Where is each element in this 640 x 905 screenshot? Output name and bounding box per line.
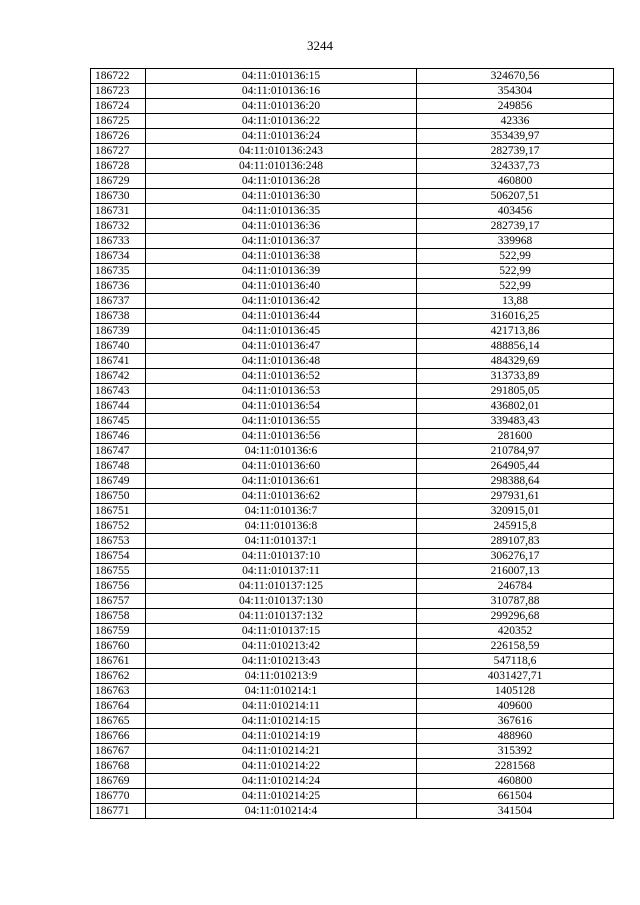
row-id-cell: 186754 (91, 549, 146, 564)
table-row (91, 504, 614, 519)
row-id-cell: 186743 (91, 384, 146, 399)
table-row (91, 84, 614, 99)
row-id-cell: 186726 (91, 129, 146, 144)
row-id-cell: 186737 (91, 294, 146, 309)
table-row (91, 429, 614, 444)
cadastral-number-cell: 04:11:010213:9 (146, 669, 417, 684)
cadastral-number-cell: 04:11:010137:132 (146, 609, 417, 624)
value-cell: 339968 (417, 234, 614, 249)
cadastral-number-cell: 04:11:010214:22 (146, 759, 417, 774)
row-id-cell: 186755 (91, 564, 146, 579)
row-id-cell: 186747 (91, 444, 146, 459)
table-row (91, 99, 614, 114)
value-cell: 282739,17 (417, 219, 614, 234)
table-row (91, 279, 614, 294)
value-cell: 460800 (417, 174, 614, 189)
value-cell: 339483,43 (417, 414, 614, 429)
cadastral-number-cell: 04:11:010136:20 (146, 99, 417, 114)
row-id-cell: 186733 (91, 234, 146, 249)
value-cell: 324337,73 (417, 159, 614, 174)
cadastral-number-cell: 04:11:010214:24 (146, 774, 417, 789)
table-row (91, 534, 614, 549)
value-cell: 420352 (417, 624, 614, 639)
row-id-cell: 186753 (91, 534, 146, 549)
value-cell: 506207,51 (417, 189, 614, 204)
value-cell: 409600 (417, 699, 614, 714)
row-id-cell: 186760 (91, 639, 146, 654)
table-row (91, 459, 614, 474)
cadastral-number-cell: 04:11:010136:28 (146, 174, 417, 189)
row-id-cell: 186725 (91, 114, 146, 129)
cadastral-number-cell: 04:11:010136:7 (146, 504, 417, 519)
value-cell: 42336 (417, 114, 614, 129)
cadastral-number-cell: 04:11:010213:43 (146, 654, 417, 669)
value-cell: 661504 (417, 789, 614, 804)
cadastral-number-cell: 04:11:010136:38 (146, 249, 417, 264)
table-row (91, 234, 614, 249)
table-row (91, 564, 614, 579)
row-id-cell: 186746 (91, 429, 146, 444)
row-id-cell: 186722 (91, 69, 146, 84)
cadastral-number-cell: 04:11:010136:36 (146, 219, 417, 234)
cadastral-number-cell: 04:11:010136:22 (146, 114, 417, 129)
value-cell: 522,99 (417, 279, 614, 294)
table-row (91, 669, 614, 684)
row-id-cell: 186751 (91, 504, 146, 519)
row-id-cell: 186769 (91, 774, 146, 789)
row-id-cell: 186752 (91, 519, 146, 534)
table-row (91, 264, 614, 279)
table-row (91, 684, 614, 699)
value-cell: 320915,01 (417, 504, 614, 519)
table-row (91, 594, 614, 609)
table-row (91, 759, 614, 774)
table-row (91, 714, 614, 729)
value-cell: 316016,25 (417, 309, 614, 324)
value-cell: 226158,59 (417, 639, 614, 654)
row-id-cell: 186734 (91, 249, 146, 264)
table-row (91, 804, 614, 819)
table-body (91, 69, 614, 819)
table-row (91, 519, 614, 534)
row-id-cell: 186745 (91, 414, 146, 429)
table-row (91, 339, 614, 354)
row-id-cell: 186735 (91, 264, 146, 279)
row-id-cell: 186742 (91, 369, 146, 384)
cadastral-number-cell: 04:11:010136:55 (146, 414, 417, 429)
value-cell: 341504 (417, 804, 614, 819)
value-cell: 210784,97 (417, 444, 614, 459)
value-cell: 289107,83 (417, 534, 614, 549)
table-row (91, 204, 614, 219)
row-id-cell: 186756 (91, 579, 146, 594)
row-id-cell: 186729 (91, 174, 146, 189)
value-cell: 249856 (417, 99, 614, 114)
cadastral-number-cell: 04:11:010136:243 (146, 144, 417, 159)
table-row (91, 249, 614, 264)
value-cell: 315392 (417, 744, 614, 759)
row-id-cell: 186767 (91, 744, 146, 759)
table-row (91, 144, 614, 159)
row-id-cell: 186740 (91, 339, 146, 354)
table-row (91, 309, 614, 324)
cadastral-number-cell: 04:11:010136:54 (146, 399, 417, 414)
cadastral-number-cell: 04:11:010136:248 (146, 159, 417, 174)
table-row (91, 444, 614, 459)
row-id-cell: 186758 (91, 609, 146, 624)
table-row (91, 129, 614, 144)
cadastral-number-cell: 04:11:010136:62 (146, 489, 417, 504)
row-id-cell: 186770 (91, 789, 146, 804)
table-row (91, 699, 614, 714)
value-cell: 2281568 (417, 759, 614, 774)
value-cell: 484329,69 (417, 354, 614, 369)
table-row (91, 579, 614, 594)
table-row (91, 174, 614, 189)
row-id-cell: 186757 (91, 594, 146, 609)
cadastral-number-cell: 04:11:010214:4 (146, 804, 417, 819)
table-row (91, 369, 614, 384)
value-cell: 281600 (417, 429, 614, 444)
value-cell: 354304 (417, 84, 614, 99)
row-id-cell: 186744 (91, 399, 146, 414)
row-id-cell: 186727 (91, 144, 146, 159)
cadastral-number-cell: 04:11:010137:11 (146, 564, 417, 579)
data-table (90, 68, 614, 819)
row-id-cell: 186748 (91, 459, 146, 474)
table-row (91, 384, 614, 399)
cadastral-number-cell: 04:11:010136:8 (146, 519, 417, 534)
row-id-cell: 186765 (91, 714, 146, 729)
table-row (91, 354, 614, 369)
cadastral-number-cell: 04:11:010136:35 (146, 204, 417, 219)
row-id-cell: 186741 (91, 354, 146, 369)
table-row (91, 624, 614, 639)
cadastral-number-cell: 04:11:010136:24 (146, 129, 417, 144)
cadastral-number-cell: 04:11:010214:21 (146, 744, 417, 759)
cadastral-number-cell: 04:11:010136:56 (146, 429, 417, 444)
value-cell: 436802,01 (417, 399, 614, 414)
table-row (91, 399, 614, 414)
cadastral-number-cell: 04:11:010136:45 (146, 324, 417, 339)
cadastral-number-cell: 04:11:010213:42 (146, 639, 417, 654)
table-row (91, 219, 614, 234)
cadastral-number-cell: 04:11:010136:47 (146, 339, 417, 354)
value-cell: 282739,17 (417, 144, 614, 159)
value-cell: 488960 (417, 729, 614, 744)
value-cell: 264905,44 (417, 459, 614, 474)
cadastral-number-cell: 04:11:010214:15 (146, 714, 417, 729)
value-cell: 353439,97 (417, 129, 614, 144)
row-id-cell: 186736 (91, 279, 146, 294)
cadastral-number-cell: 04:11:010136:6 (146, 444, 417, 459)
value-cell: 547118,6 (417, 654, 614, 669)
cadastral-number-cell: 04:11:010214:25 (146, 789, 417, 804)
row-id-cell: 186764 (91, 699, 146, 714)
row-id-cell: 186723 (91, 84, 146, 99)
row-id-cell: 186749 (91, 474, 146, 489)
cadastral-number-cell: 04:11:010136:16 (146, 84, 417, 99)
cadastral-number-cell: 04:11:010136:53 (146, 384, 417, 399)
value-cell: 246784 (417, 579, 614, 594)
page-number: 3244 (307, 38, 333, 53)
row-id-cell: 186768 (91, 759, 146, 774)
table-row (91, 69, 614, 84)
row-id-cell: 186771 (91, 804, 146, 819)
value-cell: 313733,89 (417, 369, 614, 384)
row-id-cell: 186728 (91, 159, 146, 174)
cadastral-number-cell: 04:11:010137:10 (146, 549, 417, 564)
row-id-cell: 186766 (91, 729, 146, 744)
table-row (91, 654, 614, 669)
value-cell: 298388,64 (417, 474, 614, 489)
cadastral-number-cell: 04:11:010137:15 (146, 624, 417, 639)
cadastral-number-cell: 04:11:010136:48 (146, 354, 417, 369)
value-cell: 324670,56 (417, 69, 614, 84)
value-cell: 306276,17 (417, 549, 614, 564)
value-cell: 367616 (417, 714, 614, 729)
value-cell: 1405128 (417, 684, 614, 699)
value-cell: 310787,88 (417, 594, 614, 609)
row-id-cell: 186750 (91, 489, 146, 504)
table-row (91, 789, 614, 804)
value-cell: 13,88 (417, 294, 614, 309)
table-row (91, 414, 614, 429)
value-cell: 403456 (417, 204, 614, 219)
row-id-cell: 186731 (91, 204, 146, 219)
value-cell: 299296,68 (417, 609, 614, 624)
cadastral-number-cell: 04:11:010136:44 (146, 309, 417, 324)
row-id-cell: 186739 (91, 324, 146, 339)
table-row (91, 474, 614, 489)
row-id-cell: 186730 (91, 189, 146, 204)
cadastral-number-cell: 04:11:010136:40 (146, 279, 417, 294)
table-row (91, 729, 614, 744)
row-id-cell: 186759 (91, 624, 146, 639)
value-cell: 522,99 (417, 249, 614, 264)
cadastral-number-cell: 04:11:010137:125 (146, 579, 417, 594)
row-id-cell: 186738 (91, 309, 146, 324)
row-id-cell: 186761 (91, 654, 146, 669)
table-row (91, 774, 614, 789)
row-id-cell: 186763 (91, 684, 146, 699)
table-row (91, 294, 614, 309)
table-row (91, 159, 614, 174)
cadastral-number-cell: 04:11:010136:60 (146, 459, 417, 474)
value-cell: 291805,05 (417, 384, 614, 399)
cadastral-number-cell: 04:11:010136:37 (146, 234, 417, 249)
cadastral-number-cell: 04:11:010137:1 (146, 534, 417, 549)
value-cell: 4031427,71 (417, 669, 614, 684)
value-cell: 460800 (417, 774, 614, 789)
value-cell: 421713,86 (417, 324, 614, 339)
cadastral-number-cell: 04:11:010137:130 (146, 594, 417, 609)
table-row (91, 489, 614, 504)
cadastral-number-cell: 04:11:010214:19 (146, 729, 417, 744)
row-id-cell: 186762 (91, 669, 146, 684)
cadastral-number-cell: 04:11:010136:52 (146, 369, 417, 384)
table-row (91, 744, 614, 759)
value-cell: 488856,14 (417, 339, 614, 354)
table-row (91, 639, 614, 654)
table-row (91, 114, 614, 129)
row-id-cell: 186732 (91, 219, 146, 234)
cadastral-number-cell: 04:11:010136:42 (146, 294, 417, 309)
cadastral-number-cell: 04:11:010214:1 (146, 684, 417, 699)
cadastral-number-cell: 04:11:010136:15 (146, 69, 417, 84)
value-cell: 245915,8 (417, 519, 614, 534)
cadastral-number-cell: 04:11:010136:30 (146, 189, 417, 204)
cadastral-number-cell: 04:11:010214:11 (146, 699, 417, 714)
cadastral-number-cell: 04:11:010136:39 (146, 264, 417, 279)
table-row (91, 324, 614, 339)
value-cell: 216007,13 (417, 564, 614, 579)
value-cell: 522,99 (417, 264, 614, 279)
table-row (91, 549, 614, 564)
table-row (91, 609, 614, 624)
row-id-cell: 186724 (91, 99, 146, 114)
table-row (91, 189, 614, 204)
cadastral-number-cell: 04:11:010136:61 (146, 474, 417, 489)
value-cell: 297931,61 (417, 489, 614, 504)
